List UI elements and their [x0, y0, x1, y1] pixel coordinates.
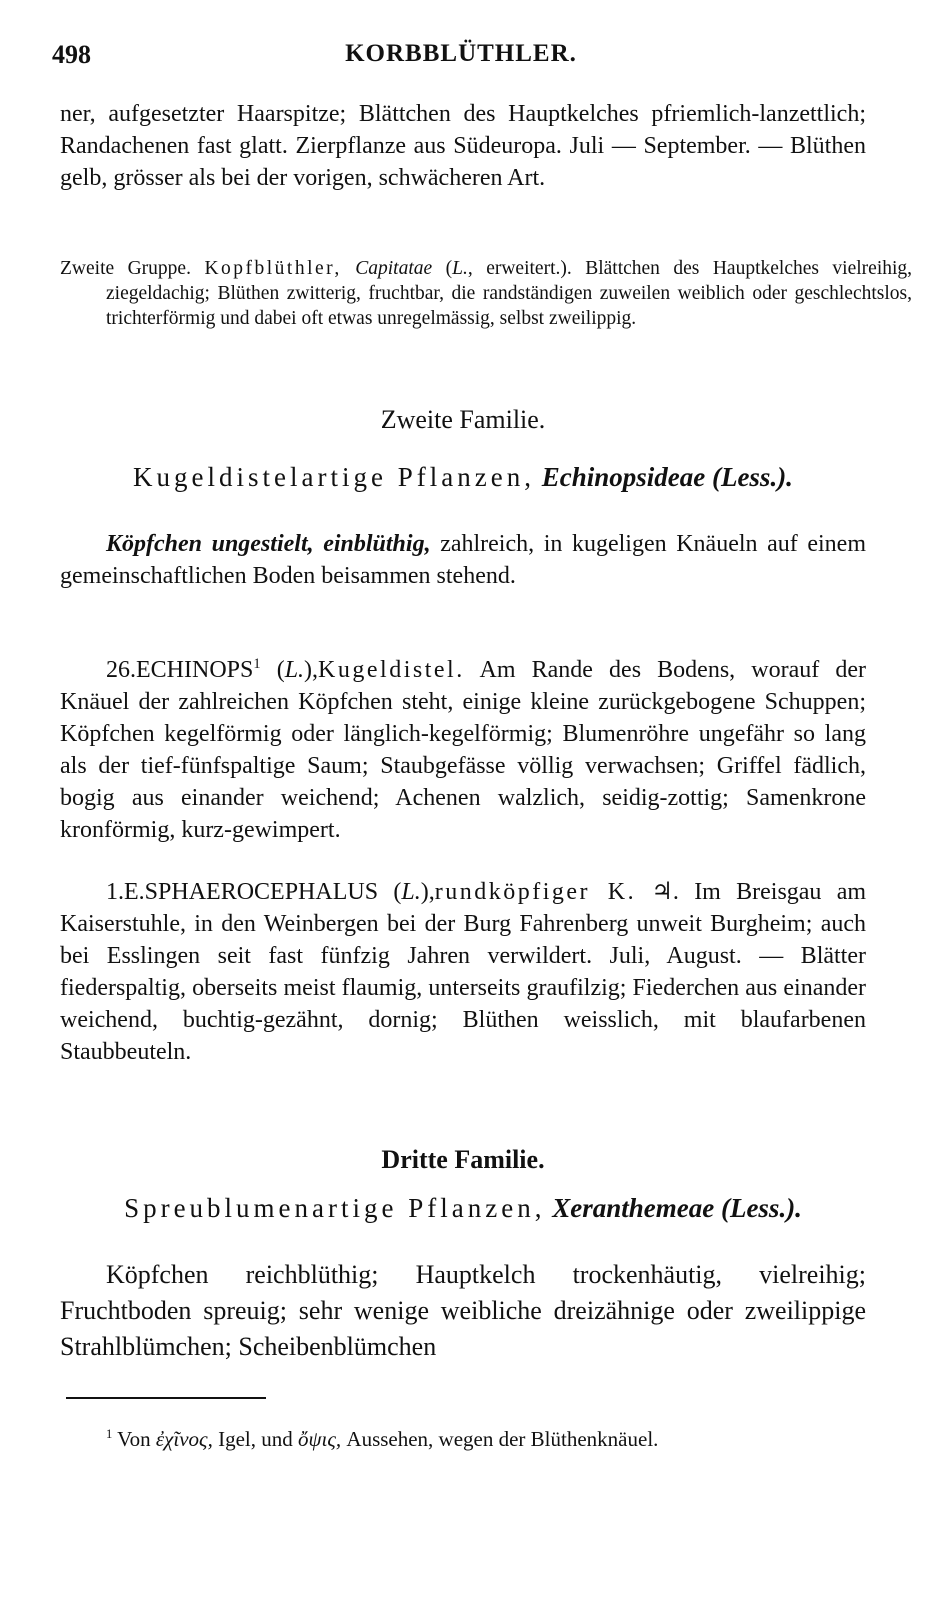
family2-char-rest: zahlreich, in kugeligen Knäueln auf einem gemeinschaftlichen Boden beisammen stehend.: [60, 531, 867, 589]
species-common-name: rundköpfiger K.: [434, 879, 637, 905]
group-latin: Capitatae: [355, 258, 433, 279]
group-authority-rest: , erweitert.).: [467, 258, 572, 279]
footnote-mark: 1: [106, 1427, 113, 1441]
continuation-paragraph: ner, aufgesetzter Haarspitze; Blättchen des Hauptkelches pfriemlich-lanzettlich; Randachenen fast glatt. Zierpflanze aus Südeuropa. Juli — September. — Blüthen gelb, grösser als bei der vorigen, schwächeren Art.: [60, 101, 866, 191]
footnote-rule: [66, 1397, 266, 1399]
group-label: Zweite Gruppe.: [60, 258, 191, 279]
species-authority-close: ),: [420, 879, 435, 905]
perennial-symbol: ♃.: [651, 879, 679, 905]
genus-paragraph: [60, 654, 866, 846]
footnote-greek-opsis: ὄψις,: [298, 1427, 342, 1451]
family2-heading: Zweite Familie.: [380, 405, 546, 434]
genus-number: 26.: [106, 657, 136, 683]
group-paragraph: [60, 256, 912, 331]
family2-title: [60, 462, 866, 493]
footnote-von: Von: [117, 1427, 151, 1451]
genus-authority-close: ),: [304, 657, 319, 683]
group-name: Kopfblüthler,: [204, 258, 342, 279]
footnote-rest: Aussehen, wegen der Blüthenknäuel.: [346, 1427, 659, 1451]
page-header: [52, 40, 870, 80]
species-description: Im Breisgau am Kaiserstuhle, in den Weinbergen bei der Burg Fahrenberg unweit Burgheim; auch bei Esslingen seit fast fünfzig Jahren verwildert. Juli, August. — Blätter fiederspaltig, oberseits meist flaumig, unterseits graufilzig; Fiederchen aus einander weichend, buchtig-gezähnt, dornig; Blüthen weisslich, mit blaufarbenen Staubbeuteln.: [60, 879, 867, 1065]
footnote-igel: Igel, und: [218, 1427, 293, 1451]
group-authority: L.: [452, 258, 468, 279]
species-number: 1.: [106, 879, 124, 905]
footnote-greek-echinos: ἐχῖνος,: [155, 1427, 213, 1451]
family3-name: Spreublumenartige Pflanzen,: [124, 1193, 546, 1223]
family3-characteristics: Köpfchen reichblüthig; Hauptkelch trockenhäutig, vielreihig; Fruchtboden spreuig; sehr wenige weibliche dreizähnige oder zweilippige Strahlblümchen; Scheibenblümchen: [60, 1260, 866, 1361]
genus-common-name: Kugeldistel.: [318, 657, 465, 683]
species-paragraph: [60, 876, 866, 1068]
family2-char-italic: Köpfchen ungestielt, einblüthig,: [106, 531, 431, 557]
species-authority-open: (: [393, 879, 402, 905]
species-epithet: SPHAEROCEPHALUS: [144, 879, 379, 905]
footnote: [106, 1425, 866, 1453]
family3-heading: Dritte Familie.: [381, 1145, 545, 1174]
genus-description: Am Rande des Bodens, worauf der Knäuel der zahlreichen Köpfchen steht, einige kleine zurückgebogene Schuppen; Köpfchen kegelförmig oder länglich-kegelförmig; Blumenröhre ungefähr so lang als der tief-fünfspaltige Saum; Staubgefässe völlig verwachsen; Griffel fädlich, bogig aus einander weichend; Achenen walzlich, seidig-zottig; Samenkrone kronförmig, kurz-gewimpert.: [60, 657, 866, 843]
page-number: 498: [52, 40, 91, 69]
family3-latin: Xeranthemeae (Less.).: [552, 1193, 802, 1223]
species-authority: L.: [401, 879, 421, 905]
genus-name: ECHINOPS: [136, 657, 254, 683]
family2-latin: Echinopsideae (Less.).: [541, 462, 793, 492]
species-genus-abbr: E.: [124, 879, 145, 905]
group-authority-open: (: [445, 258, 453, 279]
genus-authority-open: (: [276, 657, 285, 683]
genus-authority: L.: [284, 657, 305, 683]
family2-characteristics: [60, 528, 866, 592]
genus-footnote-mark: 1: [253, 656, 261, 672]
group-description: Blättchen des Hauptkelches vielreihig, ziegeldachig; Blüthen zwitterig, fruchtbar, die randständigen zuweilen weiblich oder geschlechtslos, trichterförmig und dabei oft etwas unregelmässig, selbst zweilippig.: [106, 258, 913, 329]
family3-title: [60, 1193, 866, 1224]
family2-name: Kugeldistelartige Pflanzen,: [133, 462, 535, 492]
running-title: KORBBLÜTHLER.: [345, 40, 577, 67]
